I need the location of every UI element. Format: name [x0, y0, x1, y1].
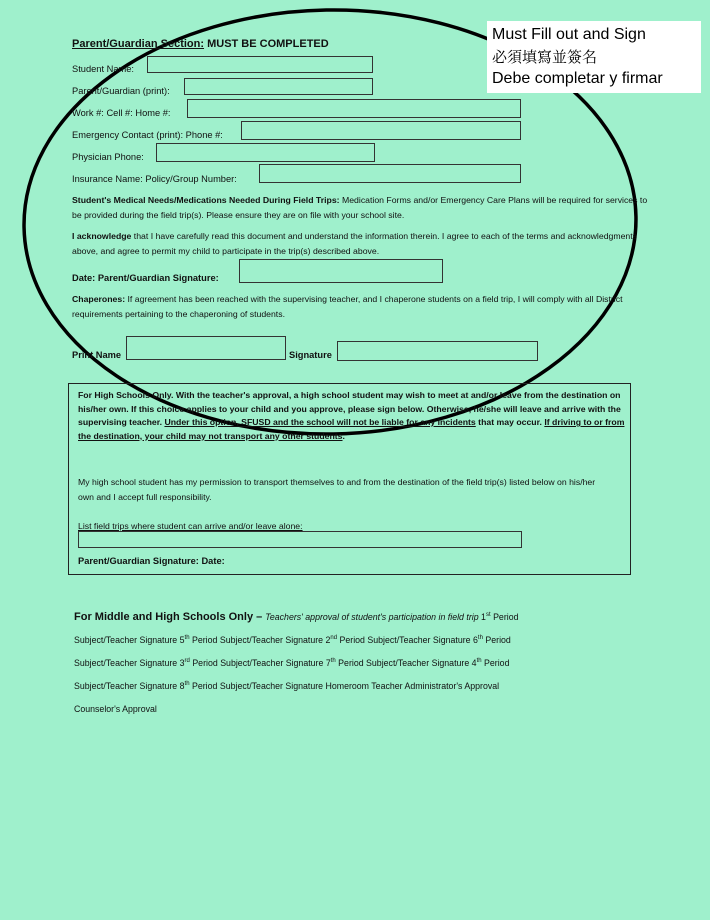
acknowledge-text: that I have carefully read this document and understand the information therein. I agree to each of the terms and acknowledgments above, and agree to permit my child to participate in the trip(s) described above. — [72, 231, 638, 256]
acknowledge-bold: I acknowledge — [72, 231, 132, 241]
permission-paragraph: My high school student has my permission to transport themselves to and from the destination of the field trip(s) listed below on his/her own and I accept full responsibility. — [78, 477, 596, 502]
line4-b: Period Subject/Teacher Signature Homeroom Teacher Administrator's Approval — [189, 681, 500, 691]
period-1-suffix: Period — [490, 612, 519, 622]
liability-underlined: Under this option, SFUSD and the school will not be liable for any incidents — [164, 417, 476, 427]
middle-high-line-2 — [74, 629, 674, 652]
medical-needs-paragraph — [72, 193, 652, 223]
line2-sup2: nd — [330, 635, 338, 642]
physician-field[interactable] — [156, 143, 375, 162]
list-trips-label: List field trips where student can arrive and/or leave alone: — [78, 521, 303, 531]
line3-c: Period Subject/Teacher Signature 4 — [335, 658, 477, 668]
emergency-contact-label: Emergency Contact (print): Phone #: — [72, 130, 223, 140]
high-school-paragraph — [78, 389, 628, 443]
student-name-field[interactable] — [147, 56, 373, 73]
line3-sup1: rd — [184, 658, 190, 665]
section-title — [72, 38, 329, 50]
notice-english: Must Fill out and Sign — [492, 26, 646, 43]
high-school-intro: For High Schools Only. With the teacher's approval, a high school student may wish to meet at and/or leave from the destination on his/her own. If this choice applies to your child and you approve, please sign below. Otherwise, he/she will leave and arrive with the supervising teacher. — [78, 390, 621, 427]
middle-high-section — [74, 606, 674, 721]
fill-and-sign-notice — [487, 21, 701, 93]
print-name-label: Print Name — [72, 350, 122, 360]
student-name-label: Student Name: — [72, 64, 135, 74]
line2-d: Period — [482, 635, 511, 645]
line3-a: Subject/Teacher Signature 3 — [74, 658, 185, 668]
high-school-end: . — [342, 430, 345, 441]
insurance-field[interactable] — [259, 164, 521, 183]
driving-underlined: If driving to or from the destination, your child may not transport any other students — [78, 417, 625, 441]
physician-label: Physician Phone: — [72, 152, 144, 162]
emergency-contact-field[interactable] — [241, 121, 521, 140]
date-signature-label: Date: Parent/Guardian Signature: — [72, 273, 219, 283]
middle-high-line-3 — [74, 652, 674, 675]
print-name-field[interactable] — [126, 336, 286, 360]
signature-field[interactable] — [337, 341, 538, 361]
middle-high-line-1 — [74, 606, 674, 629]
chaperones-text: If agreement has been reached with the supervising teacher, and I chaperone students on a field trip, I will comply with all District requirements pertaining to the chaperoning of students. — [72, 294, 623, 319]
parent-guardian-label: Parent/Guardian (print): — [72, 86, 170, 96]
line2-a: Subject/Teacher Signature 5 — [74, 635, 185, 645]
middle-high-title: For Middle and High Schools Only – — [74, 611, 266, 623]
line4-sup: th — [184, 681, 190, 688]
middle-high-line-4 — [74, 675, 674, 698]
middle-high-line-5: Counselor's Approval — [74, 704, 157, 714]
parent-guardian-field[interactable] — [184, 78, 373, 95]
medical-needs-text: Medication Forms and/or Emergency Care Plans will be required for services to be provided during the field trip(s). Please ensure they are on file with your school site. — [72, 195, 648, 220]
insurance-label: Insurance Name: Policy/Group Number: — [72, 174, 237, 184]
line3-b: Period Subject/Teacher Signature 7 — [189, 658, 331, 668]
work-cell-home-field[interactable] — [187, 99, 521, 118]
list-trips-field[interactable] — [78, 531, 522, 548]
liability-mid: that may occur. — [475, 417, 545, 427]
line2-sup3: th — [477, 635, 483, 642]
period-1-sup: st — [485, 612, 491, 619]
middle-high-italic: Teachers' approval of student's participation in field trip — [265, 612, 479, 622]
acknowledge-paragraph — [72, 229, 654, 259]
section-title-rest: MUST BE COMPLETED — [204, 38, 329, 50]
hs-signature-date-label: Parent/Guardian Signature: Date: — [78, 556, 225, 566]
work-cell-home-label: Work #: Cell #: Home #: — [72, 108, 171, 118]
medical-needs-bold: Student's Medical Needs/Medications Needed During Field Trips: — [72, 195, 340, 205]
line4-a: Subject/Teacher Signature 8 — [74, 681, 185, 691]
notice-chinese: 必須填寫並簽名 — [492, 48, 598, 66]
line2-b: Period Subject/Teacher Signature 2 — [189, 635, 331, 645]
line3-sup2: th — [330, 658, 336, 665]
line3-sup3: th — [476, 658, 482, 665]
date-signature-field[interactable] — [239, 259, 443, 283]
line3-d: Period — [481, 658, 510, 668]
period-1-text: 1 — [478, 612, 486, 622]
line2-sup1: th — [184, 635, 190, 642]
notice-spanish: Debe completar y firmar — [492, 70, 663, 87]
chaperones-bold: Chaperones: — [72, 294, 126, 304]
chaperones-paragraph — [72, 292, 672, 322]
signature-label: Signature — [289, 350, 332, 360]
section-title-underlined: Parent/Guardian Section: — [72, 38, 205, 50]
line2-c: Period Subject/Teacher Signature 6 — [337, 635, 478, 645]
